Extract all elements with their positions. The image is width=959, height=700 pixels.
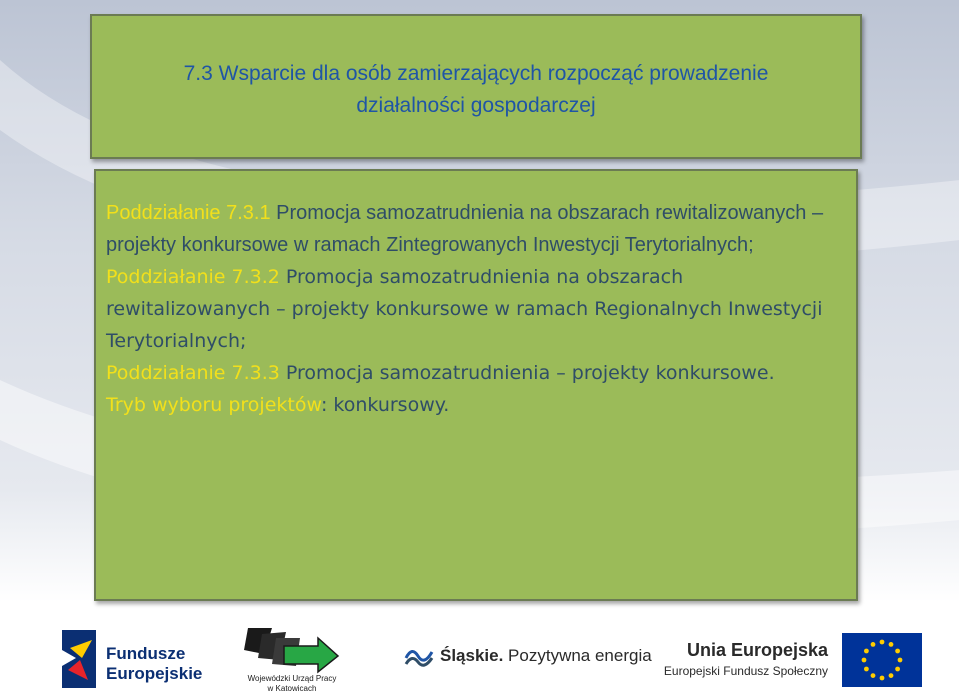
slaskie-logo: [404, 642, 652, 672]
slaskie-bold: Śląskie.: [440, 646, 504, 665]
fundusze-europejskie-logo: [62, 628, 202, 692]
wup-line-2: w Katowicach: [267, 684, 317, 693]
selection-mode-colon: :: [320, 394, 328, 416]
selection-mode-value: konkursowy.: [327, 394, 450, 416]
title-line-1: 7.3 Wsparcie dla osób zamierzających rozpocząć prowadzenie: [183, 62, 769, 85]
eu-flag-icon: [842, 633, 922, 687]
subaction-7-3-3: [106, 357, 846, 389]
fe-star-icon: [62, 630, 96, 688]
content-box: [94, 169, 858, 601]
selection-mode: [106, 389, 846, 421]
fe-line-2: Europejskie: [106, 664, 203, 683]
unia-europejska-text: [662, 636, 832, 684]
title-box: [90, 14, 862, 159]
subaction-label: Poddziałanie 7.3.3: [106, 362, 280, 384]
subaction-label: Poddziałanie 7.3.2: [106, 266, 280, 288]
subaction-description: Promocja samozatrudnienia na obszarach rewitalizowanych – projekty konkursowe w ramach Regionalnych Inwestycji Terytorialnych;: [106, 266, 823, 352]
subaction-description: Promocja samozatrudnienia – projekty konkursowe.: [279, 362, 775, 384]
wup-katowice-logo: [242, 624, 342, 696]
wup-line-1: Wojewódzki Urząd Pracy: [247, 674, 337, 683]
title-line-2: działalności gospodarczej: [356, 94, 596, 117]
subaction-7-3-1: [106, 197, 846, 261]
subaction-7-3-2: [106, 261, 846, 357]
subaction-description: Promocja samozatrudnienia na obszarach rewitalizowanych – projekty konkursowe w ramach Zintegrowanych Inwestycji Terytorialnych;: [106, 202, 824, 256]
subaction-label: Poddziałanie 7.3.1: [106, 202, 271, 224]
selection-mode-label: Tryb wyboru projektów: [106, 394, 321, 416]
content-text: [106, 197, 846, 421]
slide-title: [92, 58, 860, 122]
ue-line-1: Unia Europejska: [686, 640, 828, 660]
wup-arrow-icon: [244, 624, 340, 674]
slaskie-rest: Pozytywna energia: [503, 646, 652, 665]
ue-line-2: Europejski Fundusz Społeczny: [663, 664, 828, 678]
slaskie-wave-icon: [404, 644, 434, 670]
fe-line-1: Fundusze: [106, 644, 186, 663]
